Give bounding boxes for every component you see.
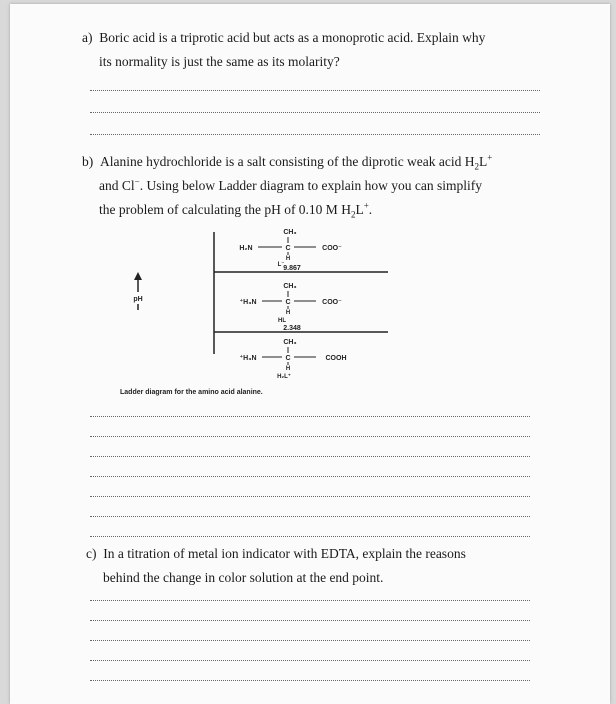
question-c-line2: behind the change in color solution at the end point. <box>103 570 384 585</box>
species-name: HL <box>278 318 286 324</box>
alpha-carbon: C <box>285 299 291 306</box>
alpha-carbon: C <box>285 245 291 252</box>
question-a <box>82 28 572 72</box>
carboxyl-group: COOH <box>325 355 347 362</box>
question-a-label: a) <box>82 30 93 45</box>
worksheet-page <box>10 4 610 704</box>
superscript: + <box>487 152 493 163</box>
question-b-line1: Alanine hydrochloride is a salt consisting of the diprotic weak acid H <box>100 154 475 169</box>
answer-line-b6[interactable] <box>90 516 530 517</box>
alpha-hydrogen: H <box>285 310 291 316</box>
answer-line-c1[interactable] <box>90 600 530 601</box>
species-letter: L <box>355 202 364 217</box>
question-a-line1: Boric acid is a triprotic acid but acts as a monoprotic acid. Explain why <box>99 30 486 45</box>
question-c <box>86 544 566 588</box>
subscript: 2 <box>474 161 480 172</box>
question-b-label: b) <box>82 154 94 169</box>
species-bottom <box>239 339 346 380</box>
answer-line-a3[interactable] <box>90 134 540 135</box>
ph-axis-label: pH <box>133 296 143 303</box>
question-b-line2-pre: and Cl <box>99 178 135 193</box>
methyl-group: CH₃ <box>283 229 297 236</box>
answer-line-b5[interactable] <box>90 496 530 497</box>
species-name: L⁻ <box>277 262 285 268</box>
answer-line-c4[interactable] <box>90 660 530 661</box>
species-top <box>239 229 342 268</box>
answer-line-c3[interactable] <box>90 640 530 641</box>
amine-group: ⁺H₃N <box>239 355 257 362</box>
amine-group: H₂N <box>239 245 253 252</box>
answer-line-b4[interactable] <box>90 476 530 477</box>
superscript: − <box>134 176 140 187</box>
answer-line-c2[interactable] <box>90 620 530 621</box>
carboxyl-group: COO⁻ <box>322 245 342 252</box>
question-c-line1: In a titration of metal ion indicator with EDTA, explain the reasons <box>103 546 466 561</box>
species-name: H₂L⁺ <box>277 374 291 380</box>
question-b <box>82 152 572 220</box>
alpha-hydrogen: H <box>285 256 291 262</box>
period: . <box>368 202 373 217</box>
methyl-group: CH₃ <box>283 283 297 290</box>
question-c-label: c) <box>86 546 97 561</box>
question-b-line3: the problem of calculating the pH of 0.10 M H <box>99 202 351 217</box>
answer-line-c5[interactable] <box>90 680 530 681</box>
answer-line-a1[interactable] <box>90 90 540 91</box>
diagram-caption: Ladder diagram for the amino acid alanine. <box>120 389 263 396</box>
question-b-line2-post: . Using below Ladder diagram to explain how you can simplify <box>139 178 483 193</box>
methyl-group: CH₃ <box>283 339 297 346</box>
species-middle <box>239 283 342 324</box>
answer-line-b2[interactable] <box>90 436 530 437</box>
answer-line-b7[interactable] <box>90 536 530 537</box>
answer-line-a2[interactable] <box>90 112 540 113</box>
superscript: + <box>363 200 369 211</box>
carboxyl-group: COO⁻ <box>322 299 342 306</box>
pka-upper-value: 9.867 <box>283 265 301 272</box>
alpha-carbon: C <box>285 355 291 362</box>
answer-line-b1[interactable] <box>90 416 530 417</box>
subscript: 2 <box>350 209 356 220</box>
up-arrow-icon <box>134 272 142 280</box>
species-letter: L <box>479 154 488 169</box>
answer-line-b3[interactable] <box>90 456 530 457</box>
question-a-line2: its normality is just the same as its molarity? <box>99 54 340 69</box>
alpha-hydrogen: H <box>285 366 291 372</box>
amine-group: ⁺H₃N <box>239 299 257 306</box>
pka-lower-value: 2.348 <box>283 325 301 332</box>
ph-axis <box>133 272 142 310</box>
ladder-diagram <box>118 224 408 404</box>
